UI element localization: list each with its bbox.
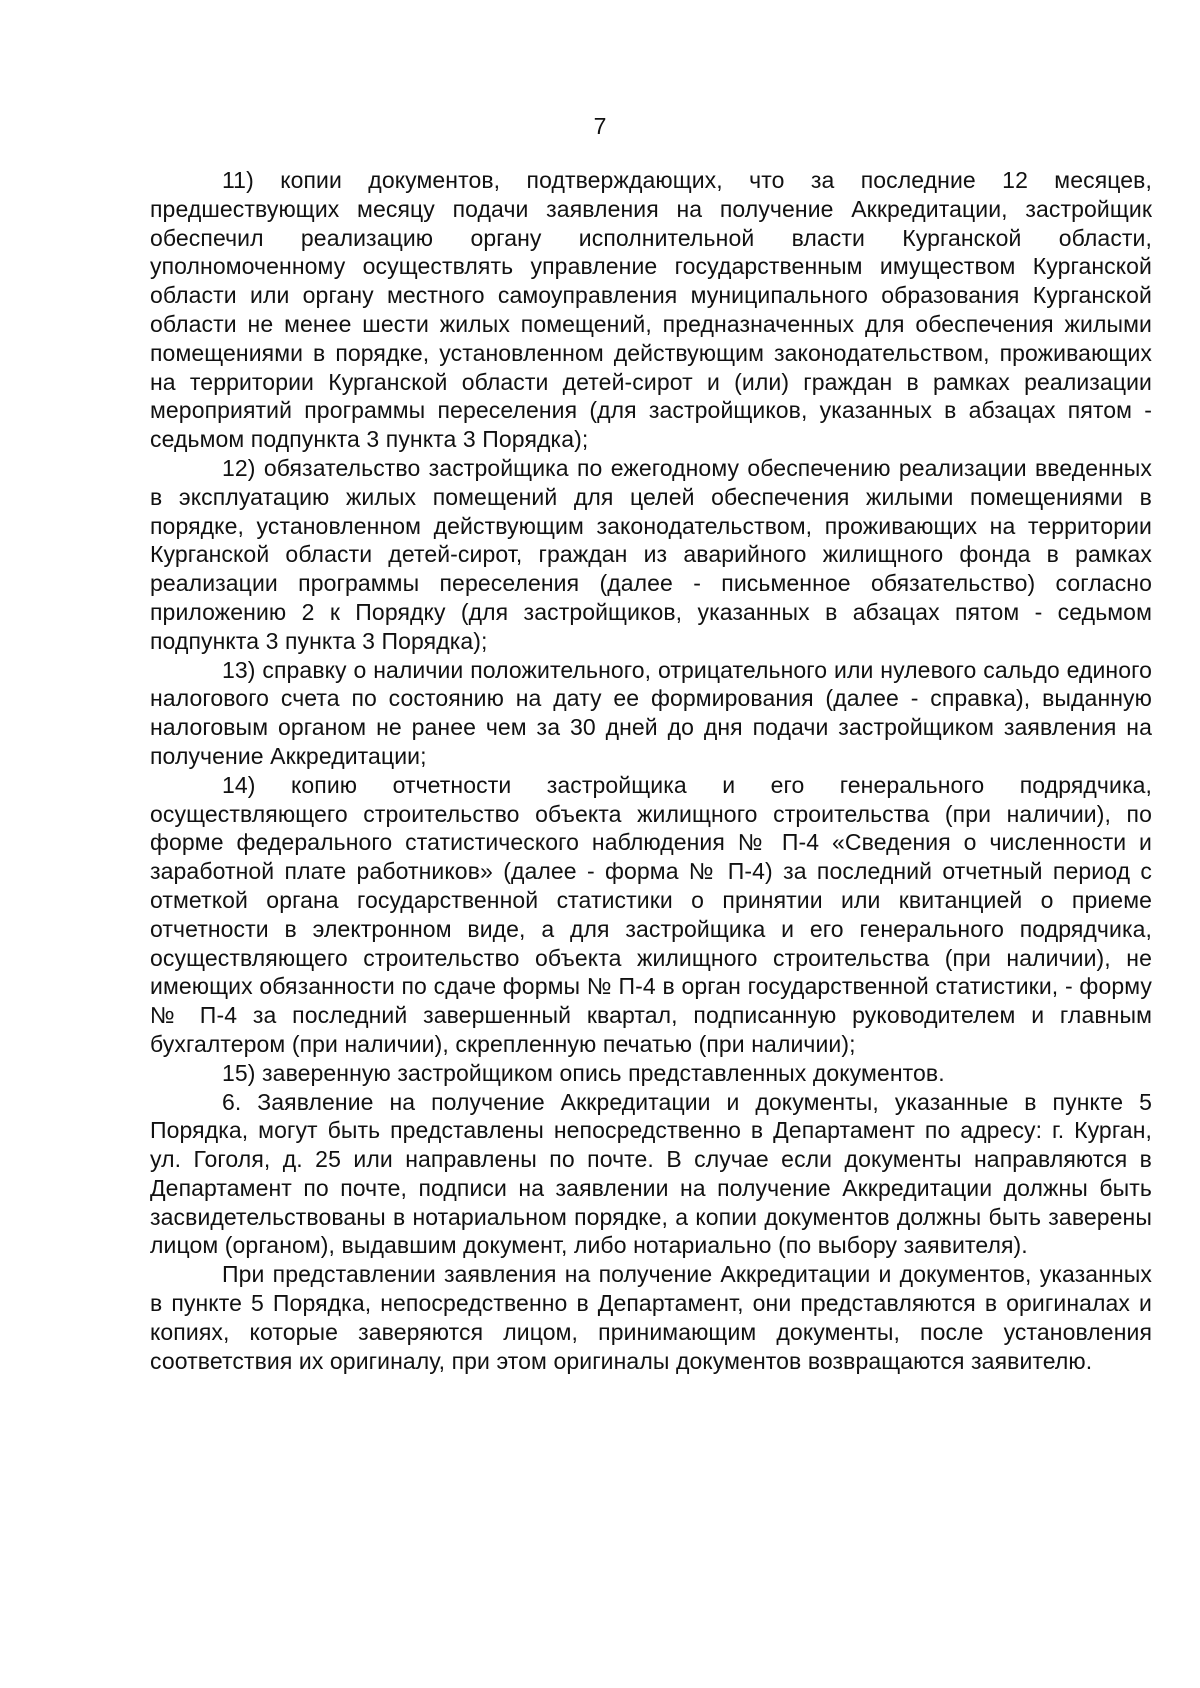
paragraph-submission-rules: При представлении заявления на получение Аккредитации и документов, указанных в пункте 5 Порядка, непосредственно в Департамент, они представляются в оригиналах и копиях, которые заверяются лицом, принимающим документы, после установления соответствия их оригиналу, при этом оригиналы документов возвращаются заявителю.	[150, 1261, 1152, 1374]
paragraph-item-14: 14) копию отчетности застройщика и его генерального подрядчика, осуществляющего строительство объекта жилищного строительства (при наличии), по форме федерального статистического наблюдения № П-4 «Сведения о численности и заработной плате работников» (далее - форма № П-4) за последний отчетный период с отметкой органа государственной статистики о принятии или квитанцией о приеме отчетности в электронном виде, а для застройщика и его генерального подрядчика, осуществляющего строительство объекта жилищного строительства (при наличии), не имеющих обязанности по сдаче формы № П-4 в орган государственной статистики, - форму № П-4 за последний завершенный квартал, подписанную руководителем и главным бухгалтером (при наличии), скрепленную печатью (при наличии);	[150, 771, 1152, 1057]
paragraph-item-15: 15) заверенную застройщиком опись представленных документов.	[222, 1059, 945, 1086]
document-body	[150, 166, 1152, 1375]
page-number: 7	[593, 113, 607, 139]
paragraph-item-11: 11) копии документов, подтверждающих, что за последние 12 месяцев, предшествующих месяцу подачи заявления на получение Аккредитации, застройщик обеспечил реализацию органу исполнительной власти Курганской области, уполномоченному осуществлять управление государственным имуществом Курганской области или органу местного самоуправления муниципального образования Курганской области не менее шести жилых помещений, предназначенных для обеспечения жилыми помещениями в порядке, установленном действующим законодательством, проживающих на территории Курганской области детей-сирот и (или) граждан в рамках реализации мероприятий программы переселения (для застройщиков, указанных в абзацах пятом - седьмом подпункта 3 пункта 3 Порядка);	[150, 167, 1152, 453]
paragraph-section-6: 6. Заявление на получение Аккредитации и документы, указанные в пункте 5 Порядка, могут быть представлены непосредственно в Департамент по адресу: г. Курган, ул. Гоголя, д. 25 или направлены по почте. В случае если документы направляются в Департамент по почте, подписи на заявлении на получение Аккредитации должны быть засвидетельствованы в нотариальном порядке, а копии документов должны быть заверены лицом (органом), выдавшим документ, либо нотариально (по выбору заявителя).	[150, 1088, 1152, 1259]
paragraph-item-12: 12) обязательство застройщика по ежегодному обеспечению реализации введенных в эксплуатацию жилых помещений для целей обеспечения жилыми помещениями в порядке, установленном действующим законодательством, проживающих на территории Курганской области детей-сирот, граждан из аварийного жилищного фонда в рамках реализации программы переселения (далее - письменное обязательство) согласно приложению 2 к Порядку (для застройщиков, указанных в абзацах пятом - седьмом подпункта 3 пункта 3 Порядка);	[150, 454, 1152, 654]
paragraph-item-13: 13) справку о наличии положительного, отрицательного или нулевого сальдо единого налогового счета по состоянию на дату ее формирования (далее - справка), выданную налоговым органом не ранее чем за 30 дней до дня подачи застройщиком заявления на получение Аккредитации;	[150, 656, 1152, 769]
